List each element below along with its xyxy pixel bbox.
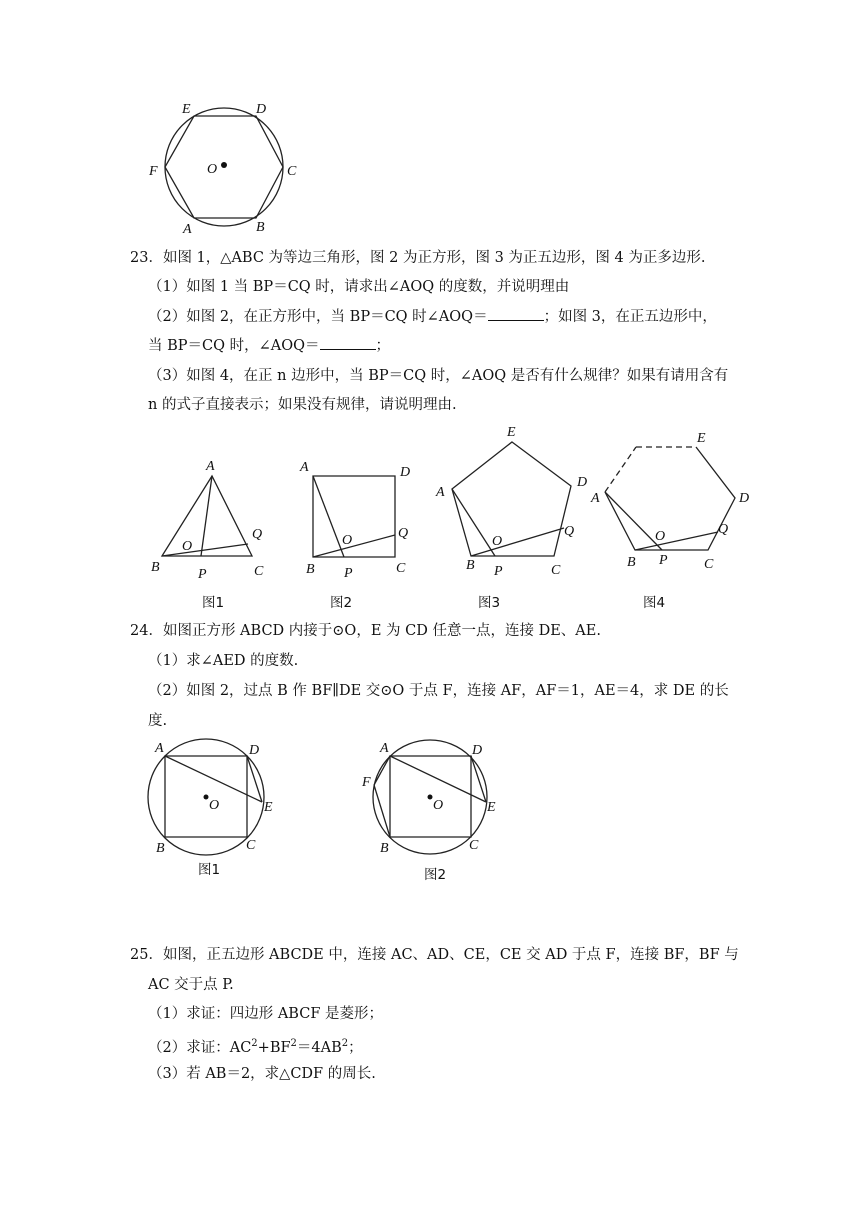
q24-fig2-label-F: F [362, 775, 371, 790]
pentagon-ABCDE [452, 442, 571, 556]
fig4-label-P: P [659, 553, 668, 568]
q24-fig1-label-D: D [249, 743, 260, 758]
q25-sup-2: 2 [290, 1038, 297, 1049]
q24-fig2 [361, 740, 496, 883]
fig1-label-B: B [151, 560, 160, 575]
segment-BF-fig2 [374, 785, 390, 837]
fig3-label-C: C [551, 563, 561, 578]
segment-BQ [162, 544, 248, 556]
q24-fig1-label-C: C [246, 838, 256, 853]
fig1-label-O: O [182, 539, 193, 554]
q25-part2 [148, 1034, 363, 1058]
fig2-label-D: D [400, 465, 411, 480]
q25-sup-3: 2 [341, 1038, 349, 1049]
fig3-label-E: E [507, 425, 516, 440]
polygon-edges [605, 447, 735, 550]
fig1-label-A: A [206, 459, 215, 474]
fig3-label-O: O [492, 534, 503, 549]
fig2-label-Q: Q [398, 526, 409, 541]
square-ABCD [313, 476, 395, 557]
fig4-label-A: A [591, 491, 600, 506]
q23-intro: 如图 1，△ABC 为等边三角形，图 2 为正方形，图 3 为正五边形，图 4 为正多边形. [162, 250, 706, 266]
fig4-caption: 图4 [643, 595, 666, 611]
q23-figures [140, 420, 760, 620]
fig3-label-D: D [577, 475, 588, 490]
fig2-caption: 图2 [330, 595, 353, 611]
fig2-label-A: A [300, 460, 309, 475]
q23-part2-line1 [148, 306, 717, 327]
q23-part2a: （2）如图 2，在正方形中，当 BP＝CQ 时∠AOQ＝ [148, 309, 488, 325]
label-F: F [149, 164, 158, 179]
q25-part2-end: ； [348, 1039, 363, 1056]
fig4-label-B: B [627, 555, 636, 570]
fig3-caption: 图3 [478, 595, 501, 611]
fig1-label-Q: Q [252, 527, 263, 542]
q24-figures [140, 735, 520, 885]
q24-fig1-label-E: E [264, 800, 273, 815]
q25-part2-pre: （2）求证：AC [148, 1039, 252, 1056]
q24-fig2-label-A: A [380, 741, 389, 756]
segment-AP-pent [452, 489, 495, 556]
q23-part2d: ； [375, 338, 391, 354]
q25-part2-eq: ＝4AB [296, 1039, 342, 1056]
q24-fig2-label-O: O [433, 798, 444, 813]
q24-fig1-label-A: A [155, 741, 164, 756]
q23-fig4-polygon [590, 431, 749, 611]
label-O: O [207, 162, 218, 177]
q23-number: 23． [130, 250, 163, 266]
fig1-label-P: P [198, 567, 207, 582]
q25-intro-a: 如图，正五边形 ABCDE 中，连接 AC、AD、CE，CE 交 AD 于点 F，连接 BF，BF 与 [162, 947, 739, 963]
segment-AP-poly [605, 492, 662, 550]
q23-part2-line2 [148, 335, 390, 356]
q25-sup-1: 2 [251, 1038, 258, 1049]
fig2-label-O: O [342, 533, 353, 548]
q24-part2b: 度. [148, 713, 168, 729]
q24-fig1-caption: 图1 [198, 862, 221, 878]
q23-fig3-pentagon [435, 425, 587, 611]
q23-fig1-triangle [151, 459, 264, 611]
center-point [221, 162, 227, 168]
segment-AF-fig2 [374, 756, 390, 785]
segment-BQ-sq [313, 535, 395, 557]
segment-BQ-pent [471, 528, 564, 556]
segment-AP [201, 476, 212, 556]
segment-AP-sq [313, 476, 344, 557]
fig2-label-B: B [306, 562, 315, 577]
label-D: D [256, 102, 267, 117]
center-O-fig1 [204, 795, 209, 800]
label-E: E [182, 102, 191, 117]
q23-part1: （1）如图 1 当 BP＝CQ 时，请求出∠AOQ 的度数，并说明理由 [148, 279, 570, 295]
fig4-label-D: D [739, 491, 750, 506]
label-A: A [183, 222, 192, 237]
q24-part1: （1）求∠AED 的度数. [148, 653, 299, 669]
segment-DE-fig1 [247, 756, 262, 802]
fig3-label-Q: Q [564, 524, 575, 539]
answer-blank-square[interactable] [488, 306, 544, 321]
answer-blank-pentagon[interactable] [320, 335, 376, 350]
q24-part2a: （2）如图 2，过点 B 作 BF∥DE 交⊙O 于点 F，连接 AF，AF＝1，AE＝4，求 DE 的长 [148, 683, 729, 699]
q25-part2-mid: +BF [257, 1039, 291, 1056]
fig3-label-P: P [494, 564, 503, 579]
q25-intro-b: AC 交于点 P. [148, 977, 234, 993]
q24-fig2-label-C: C [469, 838, 479, 853]
q24-intro: 如图正方形 ABCD 内接于⊙O，E 为 CD 任意一点，连接 DE、AE. [162, 623, 601, 639]
fig1-label-C: C [254, 564, 264, 579]
q24-fig2-label-D: D [472, 743, 483, 758]
q24-fig1-label-B: B [156, 841, 165, 856]
fig4-label-O: O [655, 529, 666, 544]
fig4-label-Q: Q [718, 522, 729, 537]
q23-part3a: （3）如图 4，在正 n 边形中，当 BP＝CQ 时，∠AOQ 是否有什么规律？如果有请用含有 [148, 368, 729, 384]
fig1-caption: 图1 [202, 595, 225, 611]
q25-part1: （1）求证：四边形 ABCF 是菱形； [148, 1006, 383, 1022]
q25-part3: （3）若 AB＝2，求△CDF 的周长. [148, 1066, 376, 1082]
label-C: C [287, 164, 297, 179]
label-B: B [256, 220, 265, 235]
q23-part2c: 当 BP＝CQ 时，∠AOQ＝ [148, 338, 320, 354]
fig4-label-C: C [704, 557, 714, 572]
q24-fig2-label-E: E [487, 800, 496, 815]
q24-intro-line [130, 621, 601, 641]
q23-part3b: n 的式子直接表示；如果没有规律，请说明理由. [148, 397, 457, 413]
fig2-label-C: C [396, 561, 406, 576]
fig3-label-A: A [436, 485, 445, 500]
fig2-label-P: P [344, 566, 353, 581]
hexagon-figure [140, 95, 310, 245]
q23-fig2-square [299, 460, 410, 611]
fig4-label-E: E [697, 431, 706, 446]
q24-fig2-label-B: B [380, 841, 389, 856]
dashed-edge-1 [605, 447, 636, 492]
center-O-fig2 [428, 795, 433, 800]
q25-number: 25． [130, 947, 163, 963]
q24-fig1-label-O: O [209, 798, 220, 813]
q24-number: 24． [130, 623, 163, 639]
fig3-label-B: B [466, 558, 475, 573]
q24-fig1 [148, 739, 273, 878]
q23-part2b: ；如图 3，在正五边形中， [543, 309, 717, 325]
q25-intro-line [130, 945, 739, 965]
q24-fig2-caption: 图2 [424, 867, 447, 883]
q23-intro-line [130, 248, 705, 268]
